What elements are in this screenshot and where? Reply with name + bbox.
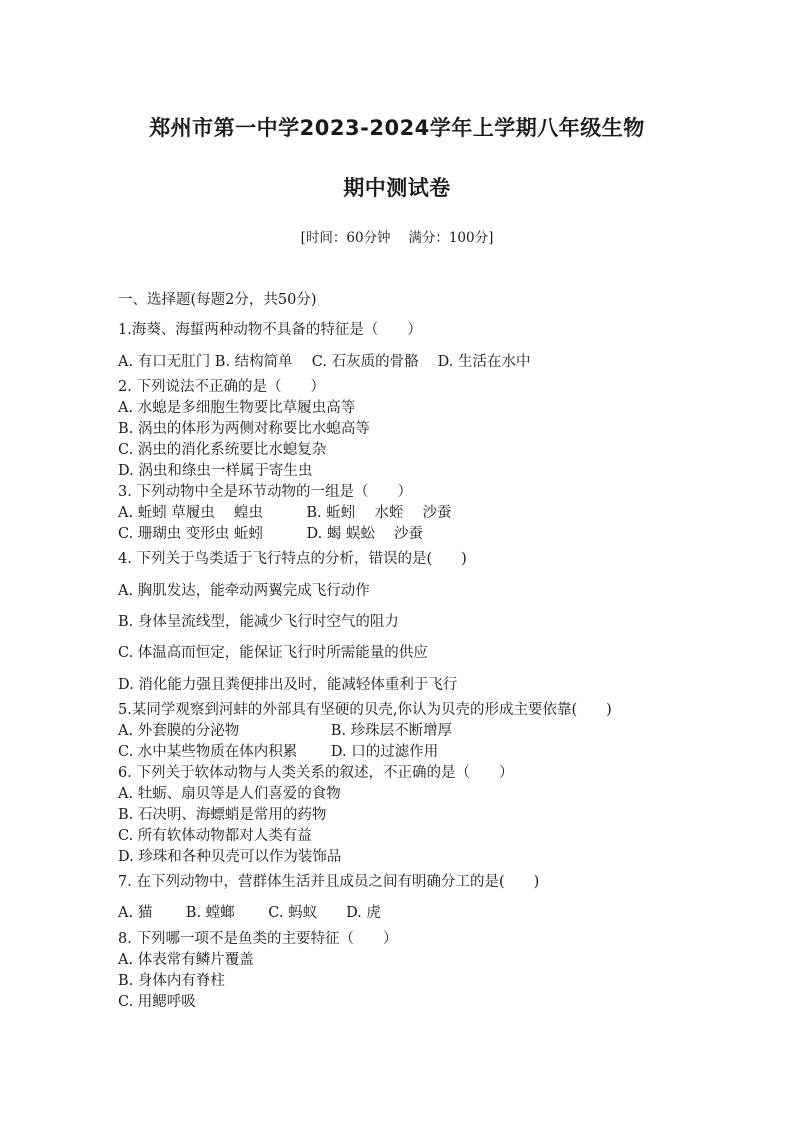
exam-title-line1: 郑州市第一中学2023-2024学年上学期八年级生物 — [149, 116, 645, 140]
question-stem: 8. 下列哪一项不是鱼类的主要特征（ ） — [118, 931, 398, 947]
answer-option: A. 蚯蚓 草履虫 蝗虫 B. 蚯蚓 水蛭 沙蚕 — [118, 505, 452, 521]
answer-option: A. 猫 B. 螳螂 C. 蚂蚁 D. 虎 — [118, 905, 381, 921]
answer-option: A. 外套膜的分泌物 B. 珍珠层不断增厚 — [118, 723, 453, 739]
question-stem: 4. 下列关于鸟类适于飞行特点的分析，错误的是( ) — [118, 551, 467, 567]
answer-option: C. 涡虫的消化系统要比水螅复杂 — [118, 442, 327, 458]
answer-option: D. 涡虫和绦虫一样属于寄生虫 — [118, 463, 313, 479]
question-stem: 7. 在下列动物中，营群体生活并且成员之间有明确分工的是( ) — [118, 874, 540, 890]
answer-option: B. 身体呈流线型，能减少飞行时空气的阻力 — [118, 614, 399, 630]
section-heading: 一、选择题(每题2分，共50分) — [118, 292, 317, 308]
answer-option: D. 珍珠和各种贝壳可以作为装饰品 — [118, 849, 342, 865]
answer-option: A. 水螅是多细胞生物要比草履虫高等 — [118, 400, 356, 416]
question-stem: 1.海葵、海蜇两种动物不具备的特征是（ ） — [118, 322, 422, 338]
answer-option: B. 涡虫的体形为两侧对称要比水螅高等 — [118, 421, 370, 437]
question-stem: 3. 下列动物中全是环节动物的一组是（ ） — [118, 484, 412, 500]
answer-option: C. 珊瑚虫 变形虫 蚯蚓 D. 蝎 蜈蚣 沙蚕 — [118, 526, 424, 542]
question-stem: 6. 下列关于软体动物与人类关系的叙述，不正确的是（ ） — [118, 765, 514, 781]
answer-option: B. 身体内有脊柱 — [118, 973, 225, 989]
answer-option: A. 胸肌发达，能牵动两翼完成飞行动作 — [118, 583, 370, 599]
answer-option: C. 所有软体动物都对人类有益 — [118, 828, 312, 844]
exam-meta: [时间：60分钟 满分：100分] — [300, 230, 494, 246]
answer-option: C. 体温高而恒定，能保证飞行时所需能量的供应 — [118, 645, 428, 661]
answer-option: A. 体表常有鳞片覆盖 — [118, 952, 254, 968]
question-stem: 5.某同学观察到河蚌的外部具有坚硬的贝壳,你认为贝壳的形成主要依靠( ) — [118, 702, 612, 718]
exam-title-line2: 期中测试卷 — [343, 176, 451, 200]
answer-option: B. 石决明、海螵蛸是常用的药物 — [118, 807, 327, 823]
answer-option: D. 消化能力强且粪便排出及时，能减轻体重利于飞行 — [118, 677, 458, 693]
question-stem: 2. 下列说法不正确的是（ ） — [118, 379, 325, 395]
answer-option: A. 牡蛎、扇贝等是人们喜爱的食物 — [118, 786, 341, 802]
answer-option: C. 用鳃呼吸 — [118, 994, 196, 1010]
answer-option: A. 有口无肛门 B. 结构简单 C. 石灰质的骨骼 D. 生活在水中 — [118, 354, 531, 370]
answer-option: C. 水中某些物质在体内积累 D. 口的过滤作用 — [118, 744, 439, 760]
